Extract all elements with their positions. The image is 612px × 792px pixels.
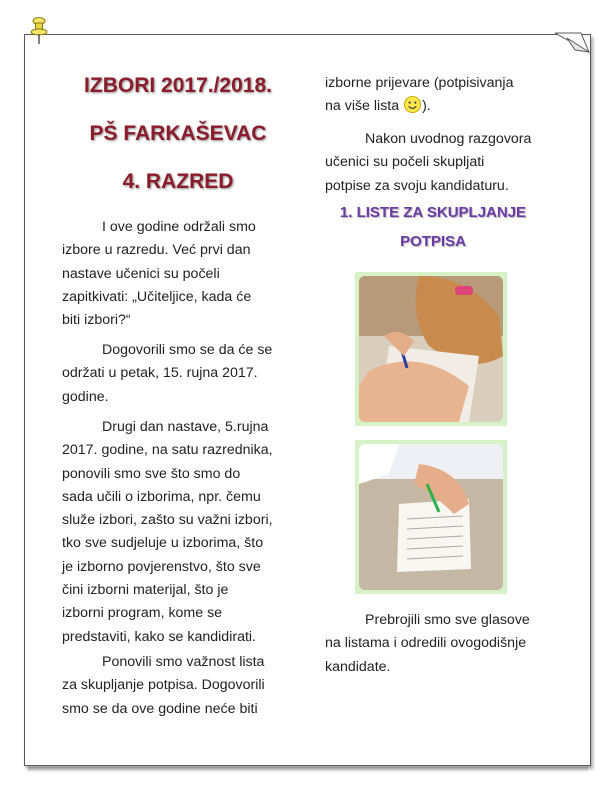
page-title-line-3: 4. RAZRED	[122, 170, 234, 193]
photo-signing-list-1	[355, 272, 507, 426]
left-paragraph-2: Dogovorili smo se da će se održati u petak, 15. rujna 2017. godine.	[62, 342, 273, 405]
page-shadow	[28, 767, 588, 773]
right-paragraph-2: Nakon uvodnog razgovora učenici su počeli skupljati potpise za svoju kandidaturu.	[325, 131, 532, 194]
right-paragraph-1: izborne prijevare (potpisivanja na više lista ).	[325, 75, 514, 115]
left-paragraph-1: I ove godine održali smo izbore u razredu. Već prvi dan nastave učenici su počeli zapitkivati: „Učiteljice, kada će biti izbori?“	[62, 219, 256, 329]
left-paragraph-3: Drugi dan nastave, 5.rujna 2017. godine, na satu razrednika, ponovili smo sve što smo do sada učili o izborima, npr. čemu služe izbori, zašto su važni izbori, tko sve sudjeluje u izborima, što je izborno povjerenstvo, što sve čini izborni materijal, što je izborni program, kome se predstaviti, kako se kandidirati.	[62, 419, 273, 645]
right-paragraph-3: Prebrojili smo sve glasove na listama i odredili ovogodišnje kandidate.	[325, 612, 530, 675]
page-curl-icon	[555, 30, 591, 60]
page-title-line-1: IZBORI 2017./2018.	[84, 74, 272, 97]
section-heading-line-2: POTPISA	[400, 233, 466, 250]
smiley-icon	[403, 95, 422, 114]
left-paragraph-4: Ponovili smo važnost lista za skupljanje potpisa. Dogovorili smo se da ove godine neće biti	[62, 654, 265, 717]
section-heading-line-1: 1. LISTE ZA SKUPLJANJE	[339, 204, 527, 221]
photo-signing-list-2	[355, 440, 507, 594]
page-title-line-2: PŠ FARKAŠEVAC	[89, 122, 267, 145]
pushpin-icon	[28, 16, 50, 46]
